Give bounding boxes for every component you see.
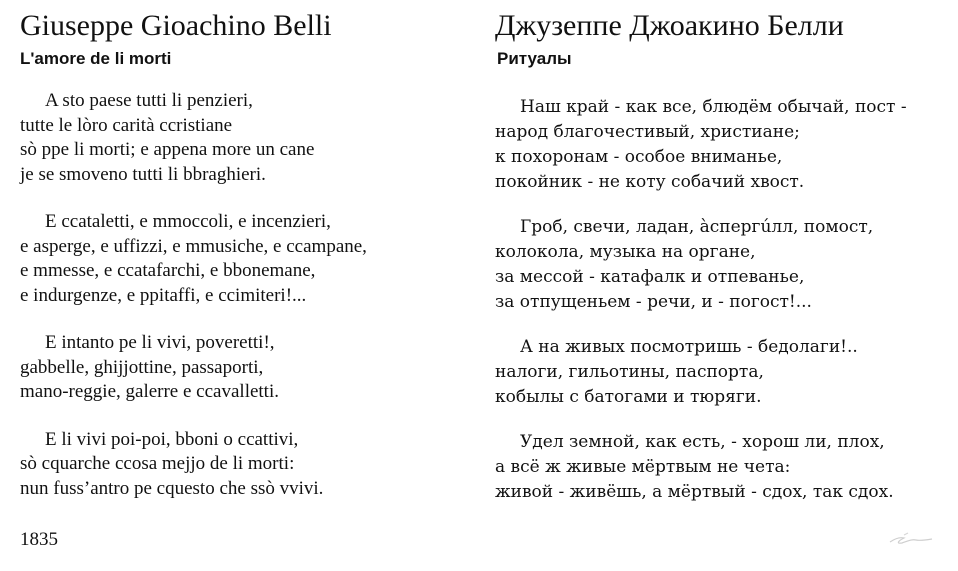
poem-line: за отпущеньем - речи, и - погост!... (495, 292, 812, 312)
poem-line: за мессой - катафалк и отпеванье, (495, 267, 805, 287)
poem-line: e mmesse, e ccatafarchi, e bbonemane, (20, 260, 316, 281)
poem-line: народ благочестивый, христиане; (495, 122, 800, 142)
russian-stanza-1 (495, 95, 907, 195)
russian-title: Ритуалы (497, 49, 572, 68)
signature-icon (886, 529, 936, 549)
russian-stanza-4 (495, 430, 907, 505)
poem-line: nun fuss’antro pe cquesto che ssò vvivi. (20, 477, 324, 499)
poem-line: кобылы с батогами и тюряги. (495, 387, 762, 407)
italian-stanza-3 (20, 331, 367, 405)
poem-line: Гроб, свечи, ладан, àспергúлл, помост, (520, 217, 874, 237)
russian-author: Джузеппе Джоакино Белли (495, 9, 844, 42)
poem-line: A sto paese tutti li penzieri, (45, 90, 253, 111)
poem-line: колокола, музыка на органе, (495, 242, 756, 262)
italian-title: L'amore de li morti (20, 49, 172, 68)
russian-stanza-3 (495, 335, 907, 410)
poem-line: Удел земной, как есть, - хорош ли, плох, (520, 432, 885, 452)
poem-line: je se smoveno tutti li bbraghieri. (20, 163, 266, 185)
italian-poem (20, 89, 367, 501)
russian-poem (495, 95, 907, 505)
poem-line: Наш край - как все, блюдём обычай, пост - (520, 97, 907, 117)
poem-line: E li vivi poi-poi, bboni o ccattivi, (45, 428, 299, 450)
poem-line: живой - живёшь, а мёртвый - сдох, так сдох. (495, 482, 894, 502)
poem-line: e indurgenze, e ppitaffi, e ccimiteri!... (20, 284, 307, 306)
italian-stanza-4 (20, 428, 367, 502)
publication-year: 1835 (20, 529, 58, 550)
poem-line: покойник - не коту собачий хвост. (495, 172, 805, 192)
poem-line: А на живых посмотришь - бедолаги!.. (520, 337, 858, 357)
poem-line: mano-reggie, galerre e ccavalletti. (20, 381, 279, 402)
poem-line: E ccataletti, e mmoccoli, e incenzieri, (45, 211, 331, 232)
poem-line: e asperge, e uffizzi, e mmusiche, e ccampane, (20, 235, 367, 257)
poem-line: к похоронам - особое вниманье, (495, 147, 783, 167)
italian-stanza-1 (20, 89, 367, 187)
poem-line: налоги, гильотины, паспорта, (495, 362, 764, 382)
italian-author: Giuseppe Gioachino Belli (20, 9, 332, 42)
poem-line: E intanto pe li vivi, poveretti!, (45, 332, 275, 353)
poem-line: tutte le lòro carità ccristiane (20, 114, 233, 136)
poem-line: gabbelle, ghijjottine, passaporti, (20, 356, 264, 378)
russian-stanza-2 (495, 215, 907, 315)
italian-stanza-2 (20, 210, 367, 308)
poem-line: sò cquarche ccosa mejjo de li morti: (20, 453, 295, 474)
poem-line: а всё ж живые мёртвым не чета: (495, 457, 791, 477)
poem-line: sò ppe li morti; e appena more un cane (20, 139, 315, 160)
